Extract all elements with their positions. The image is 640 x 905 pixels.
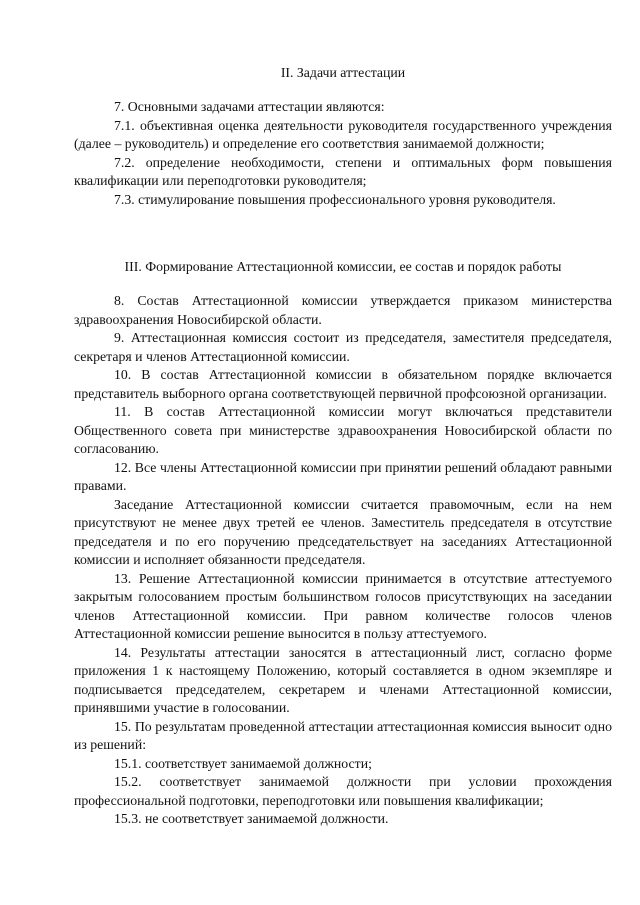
paragraph-15-2: 15.2. соответствует занимаемой должности при условии прохождения профессиональной подготовки, переподготовки или повышения квалификации; <box>74 774 612 808</box>
paragraph-7: 7. Основными задачами аттестации являются: <box>114 99 385 114</box>
paragraph-12: 12. Все члены Аттестационной комиссии при принятии решений обладают равными правами. <box>74 459 612 493</box>
section-3-heading: III. Формирование Аттестационной комиссии, ее состав и порядок работы <box>124 259 562 274</box>
paragraph-7-2: 7.2. определение необходимости, степени и оптимальных форм повышения квалификации или переподготовки руководителя; <box>74 154 612 188</box>
section-2-body <box>74 98 612 209</box>
paragraph-9: 9. Аттестационная комиссия состоит из председателя, заместителя председателя, секретаря и членов Аттестационной комиссии. <box>74 330 612 364</box>
paragraph-15-1: 15.1. соответствует занимаемой должности; <box>114 755 372 771</box>
section-3-body <box>74 292 612 829</box>
paragraph-7-3: 7.3. стимулирование повышения профессионального уровня руководителя. <box>114 191 556 207</box>
paragraph-15-3: 15.3. не соответствует занимаемой должности. <box>114 811 389 826</box>
paragraph-8: 8. Состав Аттестационной комиссии утверждается приказом министерства здравоохранения Новосибирской области. <box>74 293 612 327</box>
paragraph-10: 10. В состав Аттестационной комиссии в обязательном порядке включается представитель выборного органа соответствующей первичной профсоюзной организации. <box>74 367 612 401</box>
paragraph-14: 14. Результаты аттестации заносятся в аттестационный лист, согласно форме приложения 1 к настоящему Положению, который составляется в одном экземпляре и подписывается председателем, секретарем и членами Аттестационной комиссии, принявшими участие в голосовании. <box>74 644 612 715</box>
paragraph-15: 15. По результатам проведенной аттестации аттестационная комиссия выносит одно из решений: <box>74 718 612 752</box>
paragraph-7-1: 7.1. объективная оценка деятельности руководителя государственного учреждения (далее – руководитель) и определение его соответствия занимаемой должности; <box>74 117 612 151</box>
paragraph-quorum: Заседание Аттестационной комиссии считается правомочным, если на нем присутствуют не менее двух третей ее членов. Заместитель председателя в отсутствие председателя и по его поручению председательствует на заседаниях Аттестационной комиссии и исполняет обязанности председателя. <box>74 496 612 567</box>
paragraph-13: 13. Решение Аттестационной комиссии принимается в отсутствие аттестуемого закрытым голосованием простым большинством голосов присутствующих на заседании членов Аттестационной комиссии. При равном количестве голосов членов Аттестационной комиссии решение выносится в пользу аттестуемого. <box>74 570 612 641</box>
section-2-heading: II. Задачи аттестации <box>280 65 406 80</box>
paragraph-11: 11. В состав Аттестационной комиссии могут включаться представители Общественного совета при министерстве здравоохранения Новосибирской области по согласованию. <box>74 404 612 456</box>
